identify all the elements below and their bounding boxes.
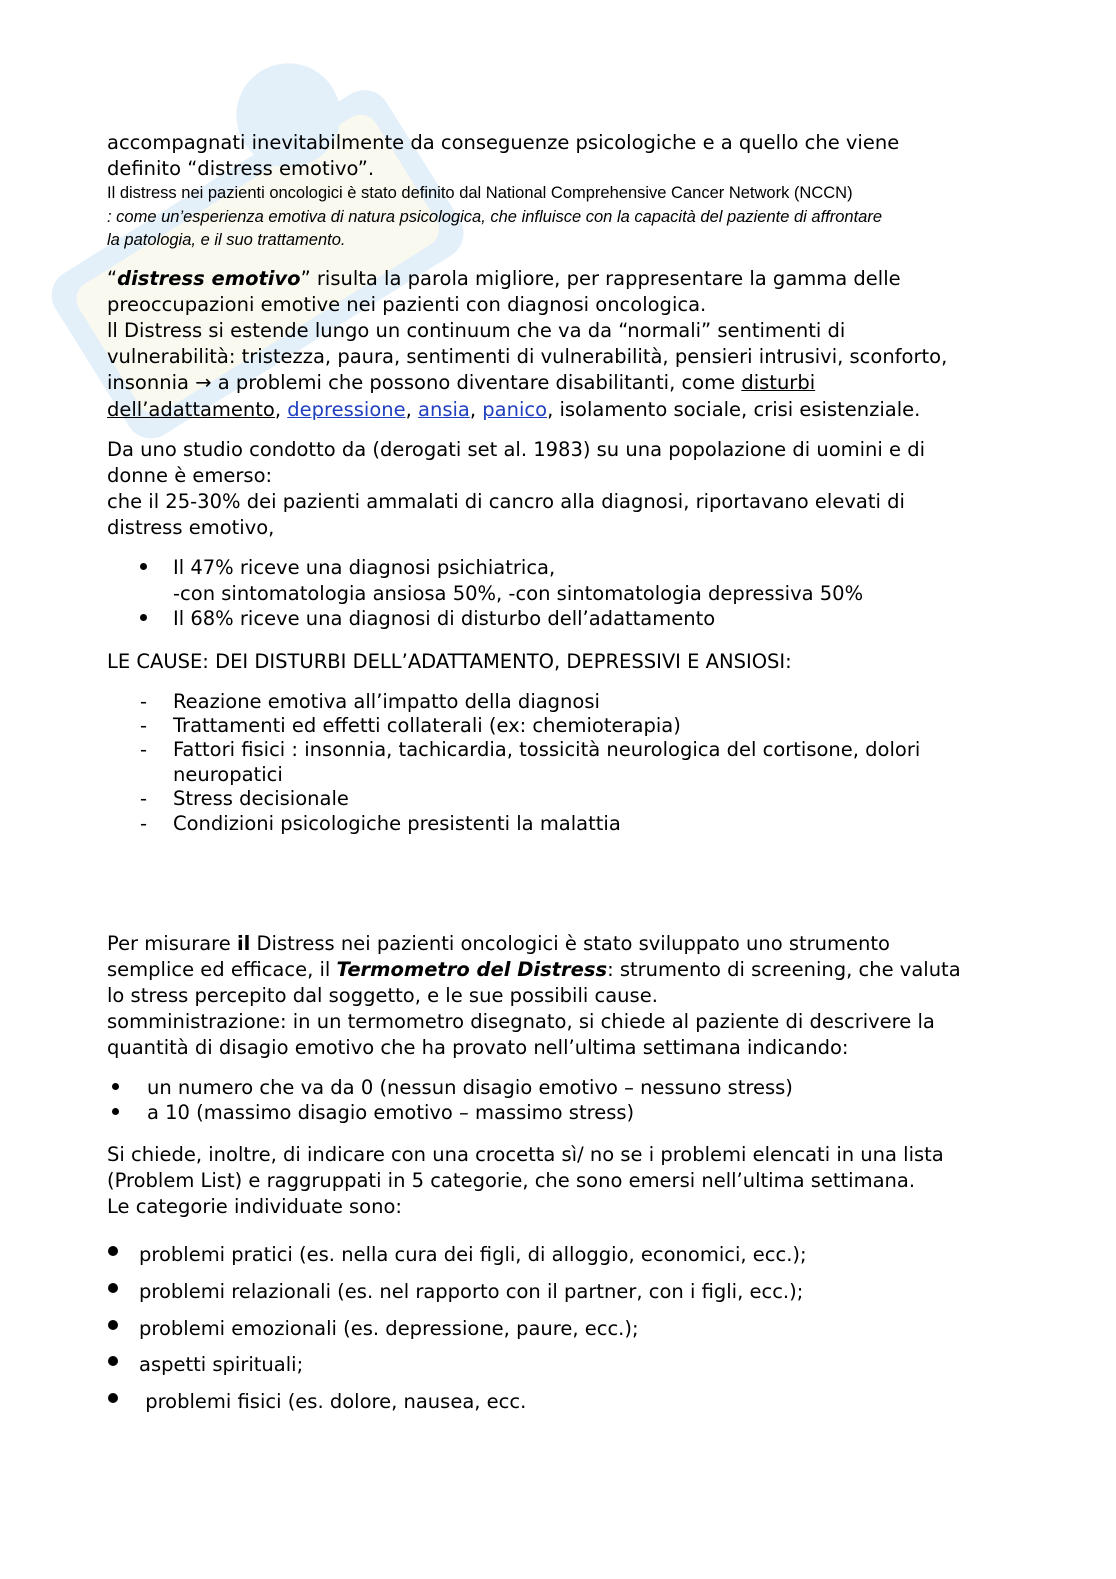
cause-item: Trattamenti ed effetti collaterali (ex: chemioterapia): [173, 714, 681, 737]
problem-list-line: (Problem List) e raggruppati in 5 categorie, che sono emersi nell’ultima settimana.: [107, 1169, 916, 1192]
thermometer-term: Termometro del Distress: [336, 958, 608, 981]
study-bullet-sub: -con sintomatologia ansiosa 50%, -con sintomatologia depressiva 50%: [173, 582, 864, 605]
dash-marker: -: [140, 738, 148, 761]
dash-marker: -: [140, 714, 148, 737]
category-item: problemi pratici (es. nella cura dei figli, di alloggio, economici, ecc.);: [139, 1243, 807, 1266]
intro-line: definito “distress emotivo”.: [107, 157, 375, 180]
bullet-icon: [108, 1356, 118, 1366]
bullet-icon: [112, 1083, 119, 1090]
bullet-icon: [140, 563, 147, 570]
distress-paragraph-line: “distress emotivo” risulta la parola migliore, per rappresentare la gamma delle: [107, 267, 901, 290]
bullet-icon: [108, 1393, 118, 1403]
link-adattamento[interactable]: dell’adattamento: [107, 398, 275, 421]
definition-line: : come un’esperienza emotiva di natura psicologica, che influisce con la capacità del paziente di affrontare: [107, 208, 883, 226]
nccn-line: Il distress nei pazienti oncologici è stato definito dal National Comprehensive Cancer Network (NCCN): [107, 184, 853, 202]
study-bullet: Il 47% riceve una diagnosi psichiatrica,: [173, 556, 556, 579]
category-item: problemi fisici (es. dolore, nausea, ecc.: [139, 1390, 527, 1413]
distress-paragraph-line: vulnerabilità: tristezza, paura, sentimenti di vulnerabilità, pensieri intrusivi, sconforto,: [107, 345, 948, 368]
cause-item-cont: neuropatici: [173, 763, 283, 786]
link-ansia[interactable]: ansia: [418, 398, 470, 421]
link-depressione[interactable]: depressione: [287, 398, 406, 421]
study-line: donne è emerso:: [107, 464, 273, 487]
study-line: Da uno studio condotto da (derogati set al. 1983) su una popolazione di uomini e di: [107, 438, 926, 461]
scale-bullet: un numero che va da 0 (nessun disagio emotivo – nessuno stress): [147, 1076, 793, 1099]
thermometer-line: semplice ed efficace, il Termometro del Distress: strumento di screening, che valuta: [107, 958, 961, 981]
arrow-icon: →: [195, 371, 212, 394]
study-line: che il 25-30% dei pazienti ammalati di cancro alla diagnosi, riportavano elevati di: [107, 490, 905, 513]
link-panico[interactable]: panico: [482, 398, 548, 421]
bullet-icon: [108, 1320, 118, 1330]
distress-paragraph-line: insonnia → a problemi che possono diventare disabilitanti, come disturbi: [107, 371, 816, 394]
dash-marker: -: [140, 812, 148, 835]
category-item: problemi emozionali (es. depressione, paure, ecc.);: [139, 1317, 639, 1340]
bullet-icon: [112, 1108, 119, 1115]
distress-paragraph-line: ll Distress si estende lungo un continuum che va da “normali” sentimenti di: [107, 319, 846, 342]
thermometer-line: quantità di disagio emotivo che ha provato nell’ultima settimana indicando:: [107, 1036, 849, 1059]
distress-term: distress emotivo: [117, 267, 301, 290]
study-line: distress emotivo,: [107, 516, 275, 539]
thermometer-line: Per misurare il Distress nei pazienti oncologici è stato sviluppato uno strumento: [107, 932, 890, 955]
distress-paragraph-line: preoccupazioni emotive nei pazienti con diagnosi oncologica.: [107, 293, 707, 316]
distress-paragraph-line: dell’adattamento, depressione, ansia, panico, isolamento sociale, crisi esistenziale.: [107, 398, 921, 421]
category-item: aspetti spirituali;: [139, 1353, 304, 1376]
scale-bullet: a 10 (massimo disagio emotivo – massimo stress): [147, 1101, 635, 1124]
cause-item: Stress decisionale: [173, 787, 349, 810]
cause-item: Fattori fisici : insonnia, tachicardia, tossicità neurologica del cortisone, dolori: [173, 738, 921, 761]
bullet-icon: [108, 1283, 118, 1293]
causes-heading: LE CAUSE: DEI DISTURBI DELL’ADATTAMENTO, DEPRESSIVI E ANSIOSI:: [107, 650, 792, 673]
problem-list-line: Le categorie individuate sono:: [107, 1195, 402, 1218]
thermometer-line: somministrazione: in un termometro disegnato, si chiede al paziente di descrivere la: [107, 1010, 935, 1033]
thermometer-line: lo stress percepito dal soggetto, e le sue possibili cause.: [107, 984, 658, 1007]
dash-marker: -: [140, 787, 148, 810]
definition-line: la patologia, e il suo trattamento.: [107, 231, 346, 249]
cause-item: Condizioni psicologiche presistenti la malattia: [173, 812, 621, 835]
dash-marker: -: [140, 690, 148, 713]
bullet-icon: [108, 1246, 118, 1256]
study-bullet: Il 68% riceve una diagnosi di disturbo dell’adattamento: [173, 607, 716, 630]
problem-list-line: Si chiede, inoltre, di indicare con una crocetta sì/ no se i problemi elencati in una lista: [107, 1143, 944, 1166]
link-disturbi[interactable]: disturbi: [741, 371, 816, 394]
cause-item: Reazione emotiva all’impatto della diagnosi: [173, 690, 600, 713]
bullet-icon: [140, 614, 147, 621]
intro-line: accompagnati inevitabilmente da conseguenze psicologiche e a quello che viene: [107, 131, 900, 154]
category-item: problemi relazionali (es. nel rapporto con il partner, con i figli, ecc.);: [139, 1280, 804, 1303]
